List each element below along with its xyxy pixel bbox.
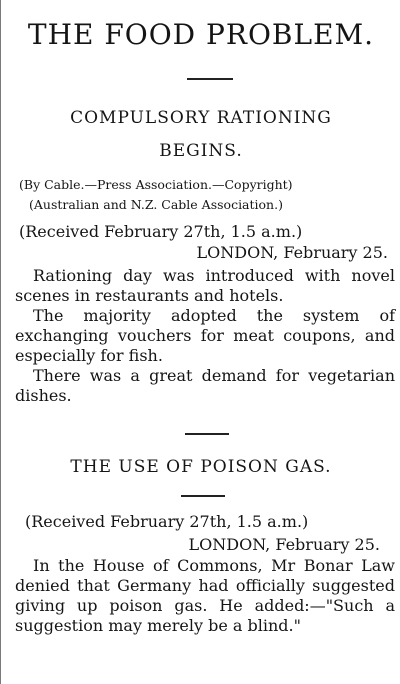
divider-rule-lower [181, 495, 225, 497]
story1-heading-line1: COMPULSORY RATIONING [70, 108, 332, 128]
story1-paragraph-2: The majority adopted the system of exchanging vouchers for meat coupons, and especially for fish. [15, 306, 395, 365]
story2-received-line: (Received February 27th, 1.5 a.m.) [25, 512, 309, 531]
story1-paragraph-1: Rationing day was introduced with novel scenes in restaurants and hotels. [15, 266, 395, 305]
divider-rule-top [187, 78, 233, 80]
story1-received-line: (Received February 27th, 1.5 a.m.) [19, 222, 303, 241]
story1-heading-line2: BEGINS. [159, 141, 243, 161]
main-headline: THE FOOD PROBLEM. [27, 18, 375, 51]
story2-paragraph-1: In the House of Commons, Mr Bonar Law denied that Germany had officially suggested giving up poison gas. He added:—"Such a suggestion may merely be a blind." [15, 556, 395, 635]
story1-paragraph-3: There was a great demand for vegetarian dishes. [15, 366, 395, 405]
story1-body [15, 266, 395, 406]
story1-credit-line2: (Australian and N.Z. Cable Association.) [29, 197, 283, 212]
story1-dateline: LONDON, February 25. [196, 243, 388, 262]
story1-credit-line1: (By Cable.—Press Association.—Copyright) [19, 177, 293, 192]
story2-dateline: LONDON, February 25. [188, 535, 380, 554]
story2-heading: THE USE OF POISON GAS. [70, 457, 332, 477]
divider-rule-middle [185, 433, 229, 435]
story2-body [15, 556, 395, 636]
